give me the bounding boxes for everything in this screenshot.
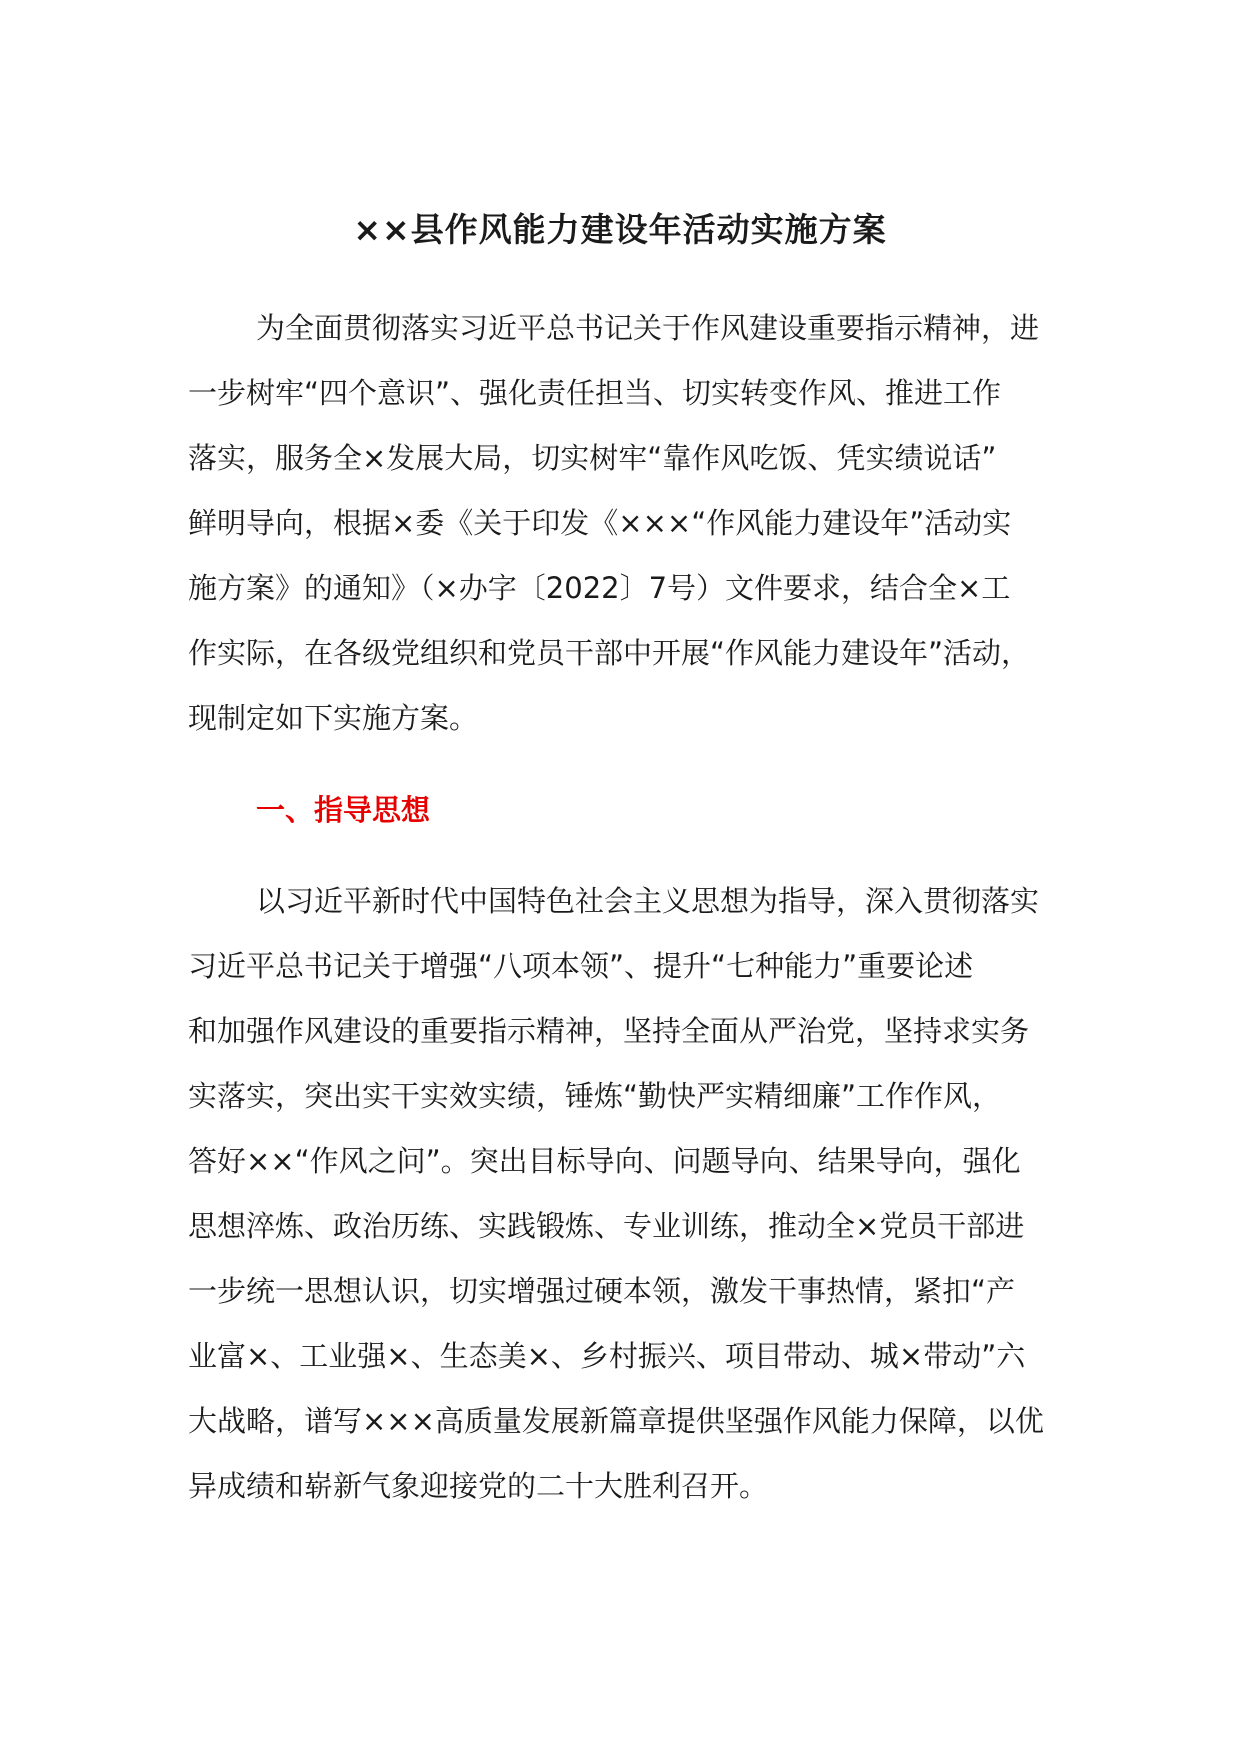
paragraph-line: 习近平总书记关于增强“八项本领”、提升“七种能力”重要论述 <box>188 949 974 983</box>
section-heading-guiding-ideology: 一、指导思想 <box>256 793 431 827</box>
paragraph-line: 思想淬炼、政治历练、实践锻炼、专业训练，推动全×党员干部进 <box>188 1209 1025 1243</box>
paragraph-line: 以习近平新时代中国特色社会主义思想为指导，深入贯彻落实 <box>256 884 1040 918</box>
paragraph-line: 答好××“作风之问”。突出目标导向、问题导向、结果导向，强化 <box>188 1144 1021 1178</box>
paragraph-line: 施方案》的通知》（×办字〔2022〕7号）文件要求，结合全×工 <box>188 571 1011 605</box>
paragraph-line: 落实，服务全×发展大局，切实树牢“靠作风吃饭、凭实绩说话” <box>188 441 997 475</box>
paragraph-line: 作实际，在各级党组织和党员干部中开展“作风能力建设年”活动， <box>188 636 1031 670</box>
paragraph-line: 业富×、工业强×、生态美×、乡村振兴、项目带动、城×带动”六 <box>188 1339 1026 1373</box>
paragraph-line: 大战略，谱写×××高质量发展新篇章提供坚强作风能力保障，以优 <box>188 1404 1044 1438</box>
paragraph-line: 和加强作风建设的重要指示精神，坚持全面从严治党，坚持求实务 <box>188 1014 1030 1048</box>
paragraph-line: 一步树牢“四个意识”、强化责任担当、切实转变作风、推进工作 <box>188 376 1002 410</box>
document-title: ××县作风能力建设年活动实施方案 <box>353 210 887 249</box>
intro-paragraph <box>188 296 1058 751</box>
paragraph-line: 现制定如下实施方案。 <box>188 701 479 735</box>
guiding-ideology-paragraph <box>188 869 1058 1519</box>
paragraph-line: 实落实，突出实干实效实绩，锤炼“勤快严实精细廉”工作作风， <box>188 1079 1002 1113</box>
paragraph-line: 异成绩和崭新气象迎接党的二十大胜利召开。 <box>188 1469 769 1503</box>
paragraph-line: 为全面贯彻落实习近平总书记关于作风建设重要指示精神，进 <box>256 311 1040 345</box>
paragraph-line: 鲜明导向，根据×委《关于印发《×××“作风能力建设年”活动实 <box>188 506 1012 540</box>
paragraph-line: 一步统一思想认识，切实增强过硬本领，激发干事热情，紧扣“产 <box>188 1274 1016 1308</box>
